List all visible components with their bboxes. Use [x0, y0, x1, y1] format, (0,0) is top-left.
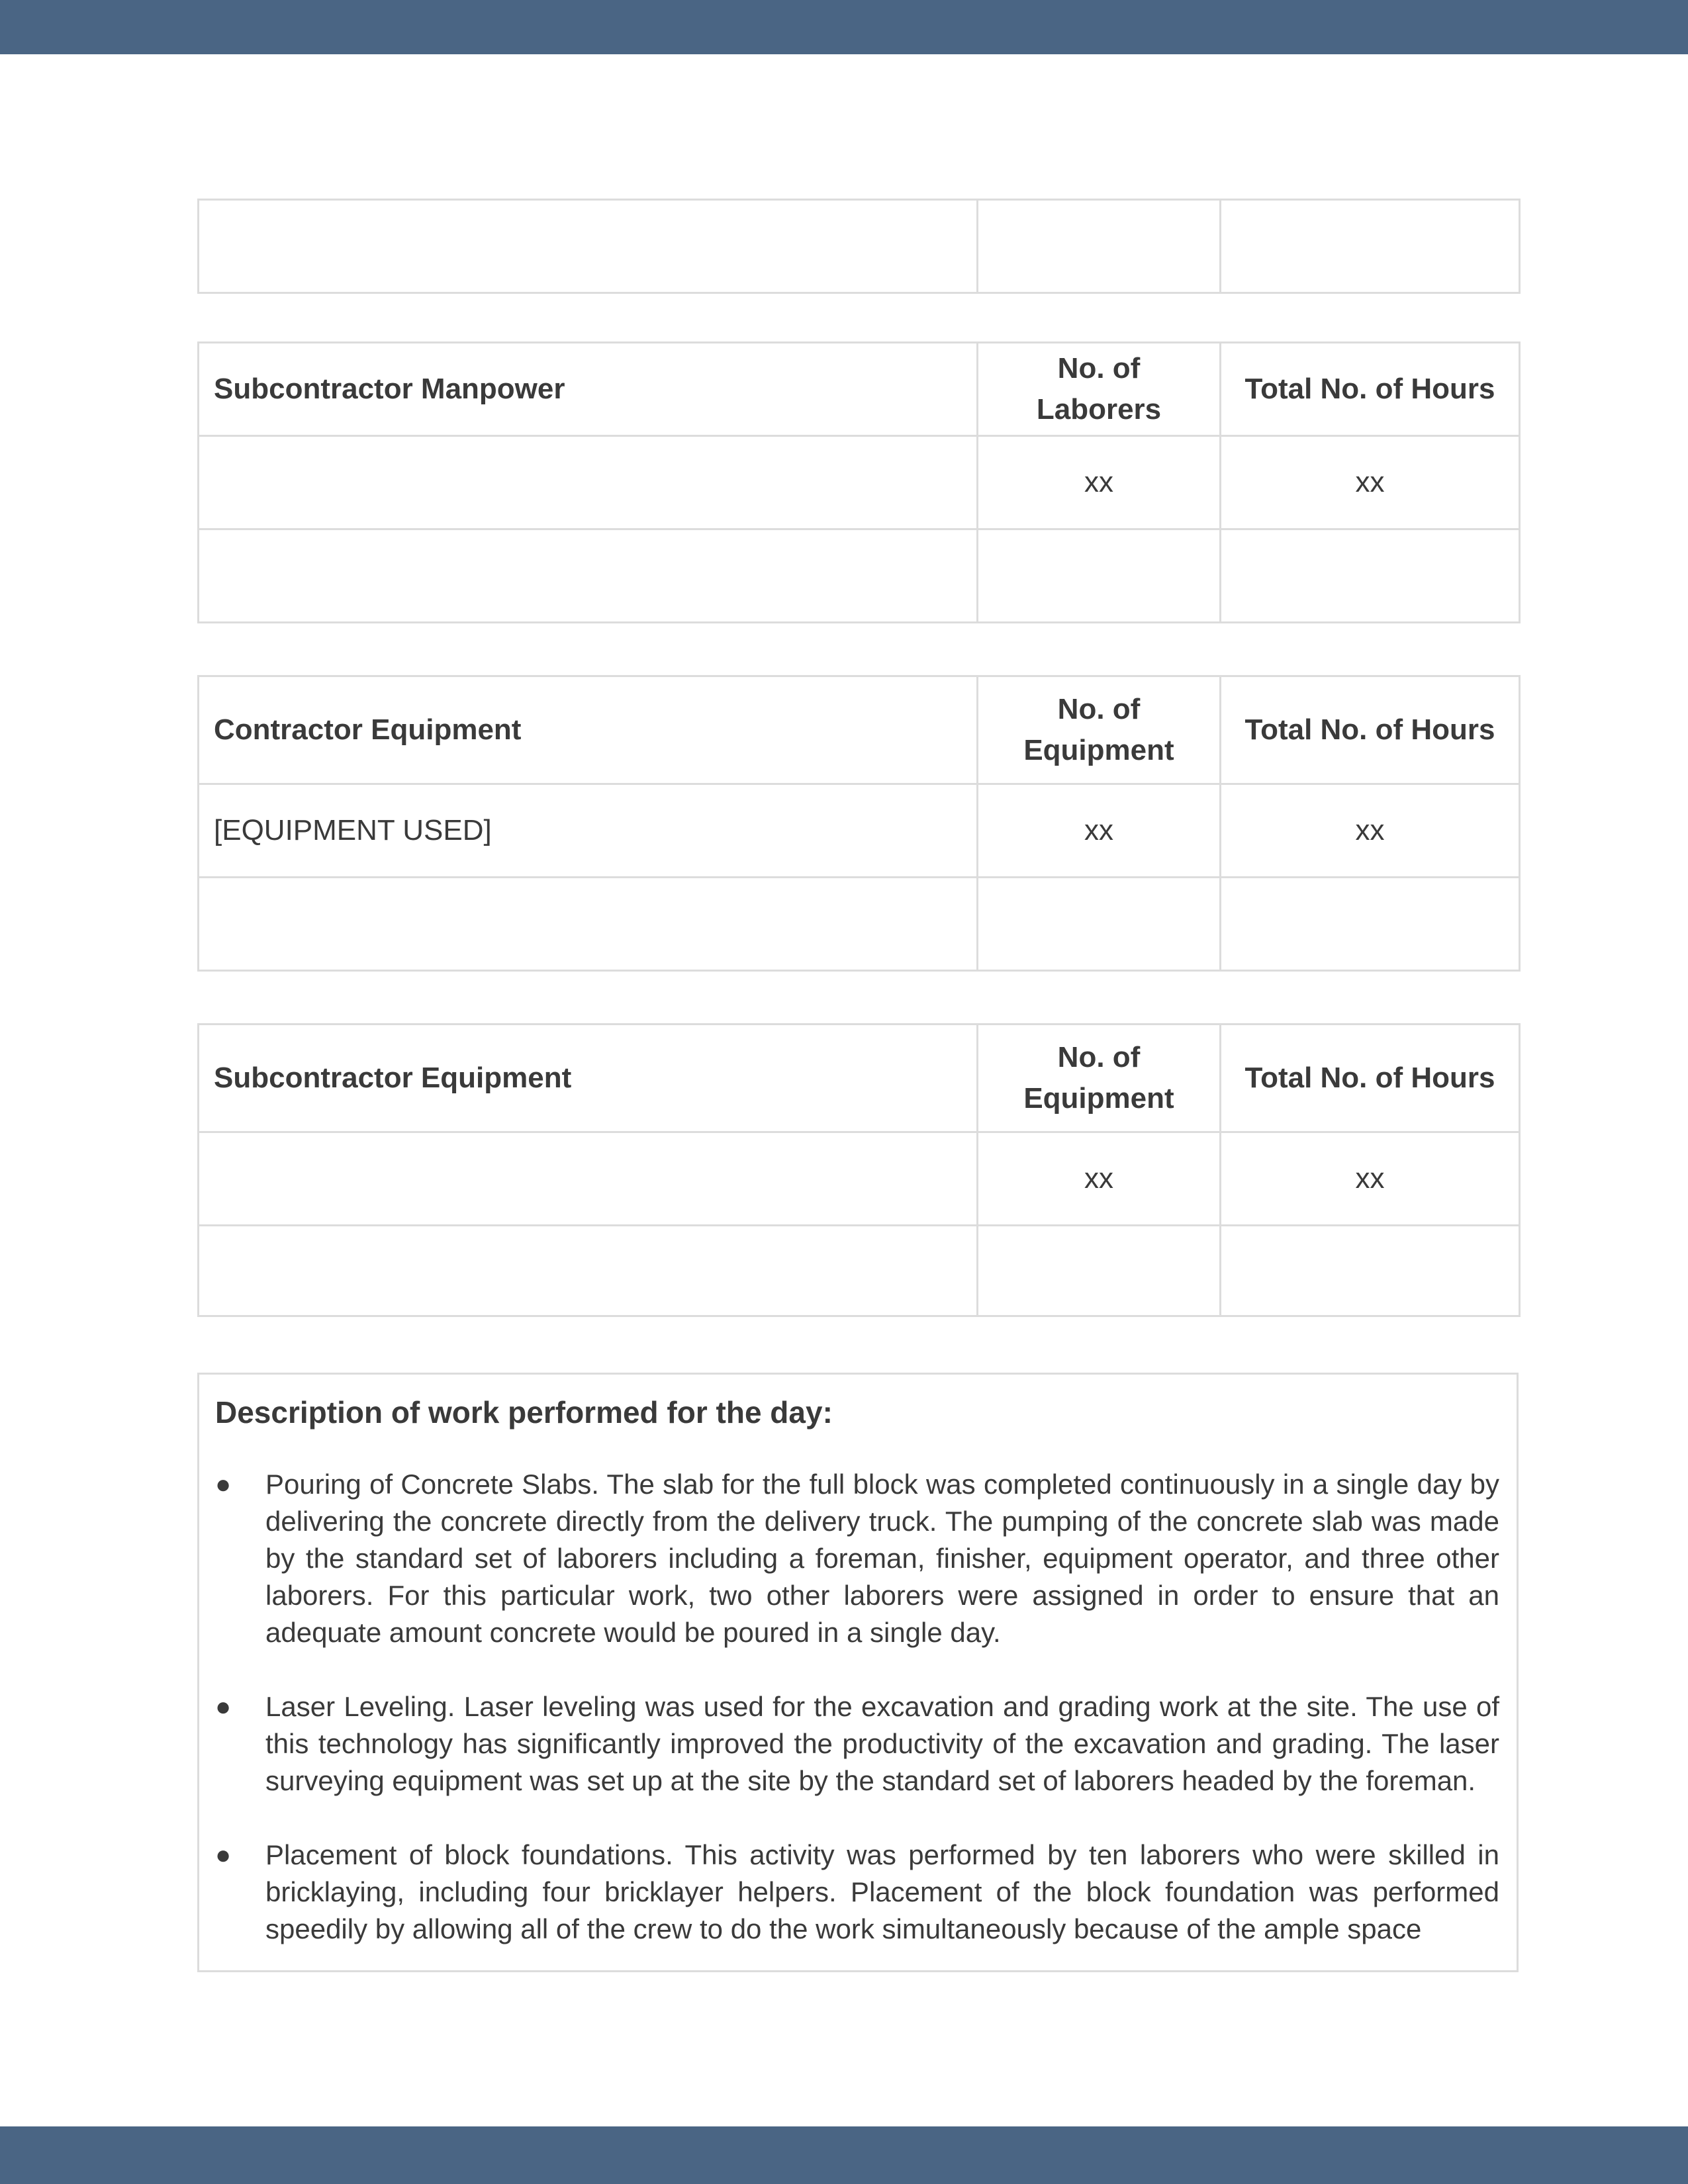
table-cell — [199, 436, 978, 529]
table-row — [199, 1132, 1520, 1226]
header-band — [0, 0, 1688, 54]
table-header-row — [199, 1024, 1520, 1132]
table-cell — [199, 878, 978, 971]
subcontractor-manpower-table — [197, 341, 1521, 623]
column-header: No. of Equipment — [978, 1024, 1221, 1132]
table-row — [199, 1226, 1520, 1316]
table-cell — [1221, 878, 1520, 971]
table-cell: [EQUIPMENT USED] — [199, 784, 978, 878]
table-cell: xx — [1221, 1132, 1520, 1226]
table-cell: xx — [1221, 436, 1520, 529]
table-header-row — [199, 343, 1520, 436]
table-row — [199, 436, 1520, 529]
table-cell: xx — [978, 1132, 1221, 1226]
list-item-text: Pouring of Concrete Slabs. The slab for the full block was completed continuously in a single day by delivering the concrete directly from the delivery truck. The pumping of the concrete slab was made by the standard set of laborers including a foreman, finisher, equipment operator, and three other laborers. For this particular work, two other laborers were assigned in order to ensure that an adequate amount concrete would be poured in a single day. — [265, 1469, 1499, 1648]
footer-band — [0, 2126, 1688, 2184]
table-cell — [1221, 1226, 1520, 1316]
table-cell — [978, 1226, 1221, 1316]
column-header: Total No. of Hours — [1221, 676, 1520, 784]
column-header: Subcontractor Equipment — [199, 1024, 978, 1132]
table-cell — [1221, 200, 1520, 293]
table-cell — [978, 878, 1221, 971]
continued-table — [197, 199, 1521, 294]
table-cell: xx — [978, 436, 1221, 529]
table-cell — [199, 529, 978, 623]
table-row — [199, 200, 1520, 293]
table-cell — [199, 1132, 978, 1226]
table-cell: xx — [978, 784, 1221, 878]
bullet-icon: ● — [215, 1470, 232, 1499]
work-items-list — [215, 1466, 1499, 1972]
table-row — [199, 529, 1520, 623]
list-item — [215, 1688, 1499, 1799]
column-header: Contractor Equipment — [199, 676, 978, 784]
list-item — [215, 1466, 1499, 1651]
table-row — [199, 878, 1520, 971]
table-cell — [199, 1226, 978, 1316]
bullet-icon: ● — [215, 1692, 232, 1721]
bullet-icon: ● — [215, 1841, 232, 1870]
table-cell — [978, 529, 1221, 623]
table-cell: xx — [1221, 784, 1520, 878]
list-item — [215, 1837, 1499, 1948]
column-header: Total No. of Hours — [1221, 1024, 1520, 1132]
table-cell — [978, 200, 1221, 293]
table-cell — [1221, 529, 1520, 623]
list-item-text: Placement of block foundations. This activity was performed by ten laborers who were skilled in bricklaying, including four bricklayer helpers. Placement of the block foundation was performed speedily by allowing all of the crew to do the work simultaneously because of the ample space — [265, 1839, 1499, 1944]
contractor-equipment-table — [197, 675, 1521, 972]
column-header: Total No. of Hours — [1221, 343, 1520, 436]
table-header-row — [199, 676, 1520, 784]
list-item-text: Laser Leveling. Laser leveling was used for the excavation and grading work at the site. The use of this technology has significantly improved the productivity of the excavation and grading. The laser surveying equipment was set up at the site by the standard set of laborers headed by the foreman. — [265, 1691, 1499, 1796]
table-cell — [199, 200, 978, 293]
column-header: No. of Equipment — [978, 676, 1221, 784]
description-title: Description of work performed for the day: — [215, 1395, 833, 1430]
table-row — [199, 784, 1520, 878]
work-description-box — [197, 1373, 1519, 1972]
column-header: No. of Laborers — [978, 343, 1221, 436]
subcontractor-equipment-table — [197, 1023, 1521, 1317]
column-header: Subcontractor Manpower — [199, 343, 978, 436]
